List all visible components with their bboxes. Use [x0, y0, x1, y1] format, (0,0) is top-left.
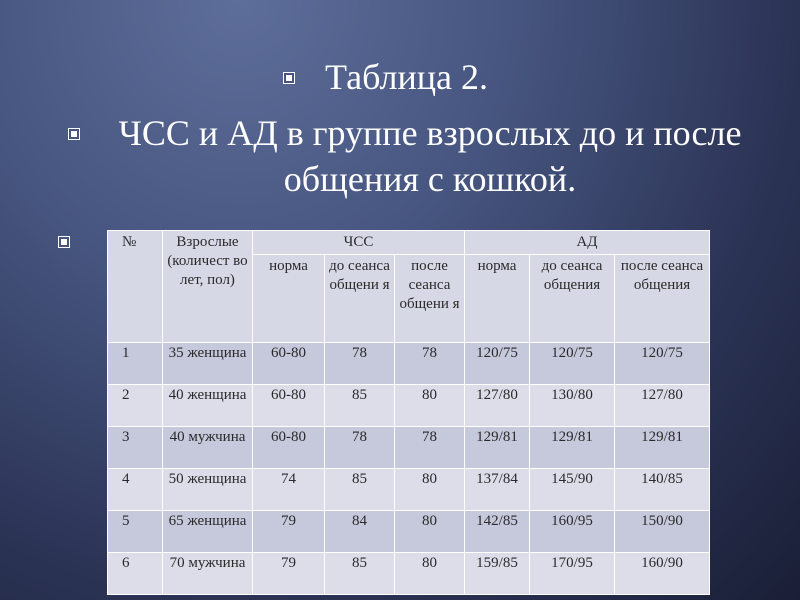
cell-bp-norm: 120/75	[465, 343, 530, 385]
slide-subtitle: ЧСС и АД в группе взрослых до и после общения с кошкой.	[118, 113, 742, 199]
cell-bp-after: 127/80	[615, 385, 710, 427]
cell-bp-before: 170/95	[530, 553, 615, 595]
cell-bp-after: 129/81	[615, 427, 710, 469]
cell-bp-after: 160/90	[615, 553, 710, 595]
slide-title: Таблица 2.	[325, 57, 488, 97]
cell-no: 6	[108, 553, 163, 595]
cell-hr-before: 78	[325, 427, 395, 469]
cell-adult: 65 женщина	[163, 511, 253, 553]
bullet-subtitle	[68, 110, 768, 202]
bullet-square-icon	[283, 72, 295, 84]
cell-hr-norm: 60-80	[253, 385, 325, 427]
cell-hr-after: 78	[395, 427, 465, 469]
cell-bp-norm: 129/81	[465, 427, 530, 469]
header-bp-norm: норма	[465, 255, 530, 343]
header-bp-group: АД	[465, 231, 710, 255]
cell-bp-before: 129/81	[530, 427, 615, 469]
cell-bp-norm: 137/84	[465, 469, 530, 511]
cell-hr-before: 84	[325, 511, 395, 553]
cell-hr-after: 80	[395, 469, 465, 511]
table-row	[108, 553, 710, 595]
cell-hr-norm: 60-80	[253, 427, 325, 469]
cell-adult: 40 женщина	[163, 385, 253, 427]
cell-hr-before: 85	[325, 469, 395, 511]
table-row	[108, 343, 710, 385]
bullet-square-icon	[68, 128, 80, 140]
cell-no: 1	[108, 343, 163, 385]
cell-hr-after: 80	[395, 553, 465, 595]
cell-adult: 50 женщина	[163, 469, 253, 511]
cell-bp-before: 120/75	[530, 343, 615, 385]
cell-bp-norm: 142/85	[465, 511, 530, 553]
cell-no: 2	[108, 385, 163, 427]
cell-hr-norm: 79	[253, 553, 325, 595]
header-hr-norm: норма	[253, 255, 325, 343]
cell-hr-before: 85	[325, 553, 395, 595]
table-row	[108, 469, 710, 511]
cell-bp-before: 130/80	[530, 385, 615, 427]
bullet-square-icon	[58, 236, 70, 248]
header-hr-group: ЧСС	[253, 231, 465, 255]
table-header-row	[108, 231, 710, 255]
cell-bp-norm: 159/85	[465, 553, 530, 595]
cell-bp-after: 140/85	[615, 469, 710, 511]
table-row	[108, 511, 710, 553]
cell-no: 4	[108, 469, 163, 511]
cell-no: 3	[108, 427, 163, 469]
cell-hr-after: 78	[395, 343, 465, 385]
cell-bp-after: 120/75	[615, 343, 710, 385]
cell-hr-norm: 74	[253, 469, 325, 511]
cell-bp-after: 150/90	[615, 511, 710, 553]
cell-hr-before: 78	[325, 343, 395, 385]
table-row	[108, 385, 710, 427]
bullet-title	[283, 54, 488, 100]
header-adults: Взрослые (количест во лет, пол)	[163, 231, 253, 343]
cell-hr-before: 85	[325, 385, 395, 427]
bullet-table	[58, 228, 100, 248]
cell-hr-norm: 79	[253, 511, 325, 553]
cell-adult: 35 женщина	[163, 343, 253, 385]
cell-adult: 70 мужчина	[163, 553, 253, 595]
table-row	[108, 427, 710, 469]
cell-hr-after: 80	[395, 511, 465, 553]
cell-bp-before: 145/90	[530, 469, 615, 511]
cell-bp-norm: 127/80	[465, 385, 530, 427]
cell-bp-before: 160/95	[530, 511, 615, 553]
header-bp-after: после сеанса общения	[615, 255, 710, 343]
header-hr-before: до сеанса общени я	[325, 255, 395, 343]
cell-no: 5	[108, 511, 163, 553]
cell-hr-norm: 60-80	[253, 343, 325, 385]
header-no: №	[108, 231, 163, 343]
header-hr-after: после сеанса общени я	[395, 255, 465, 343]
header-bp-before: до сеанса общения	[530, 255, 615, 343]
data-table	[107, 230, 710, 595]
cell-adult: 40 мужчина	[163, 427, 253, 469]
cell-hr-after: 80	[395, 385, 465, 427]
